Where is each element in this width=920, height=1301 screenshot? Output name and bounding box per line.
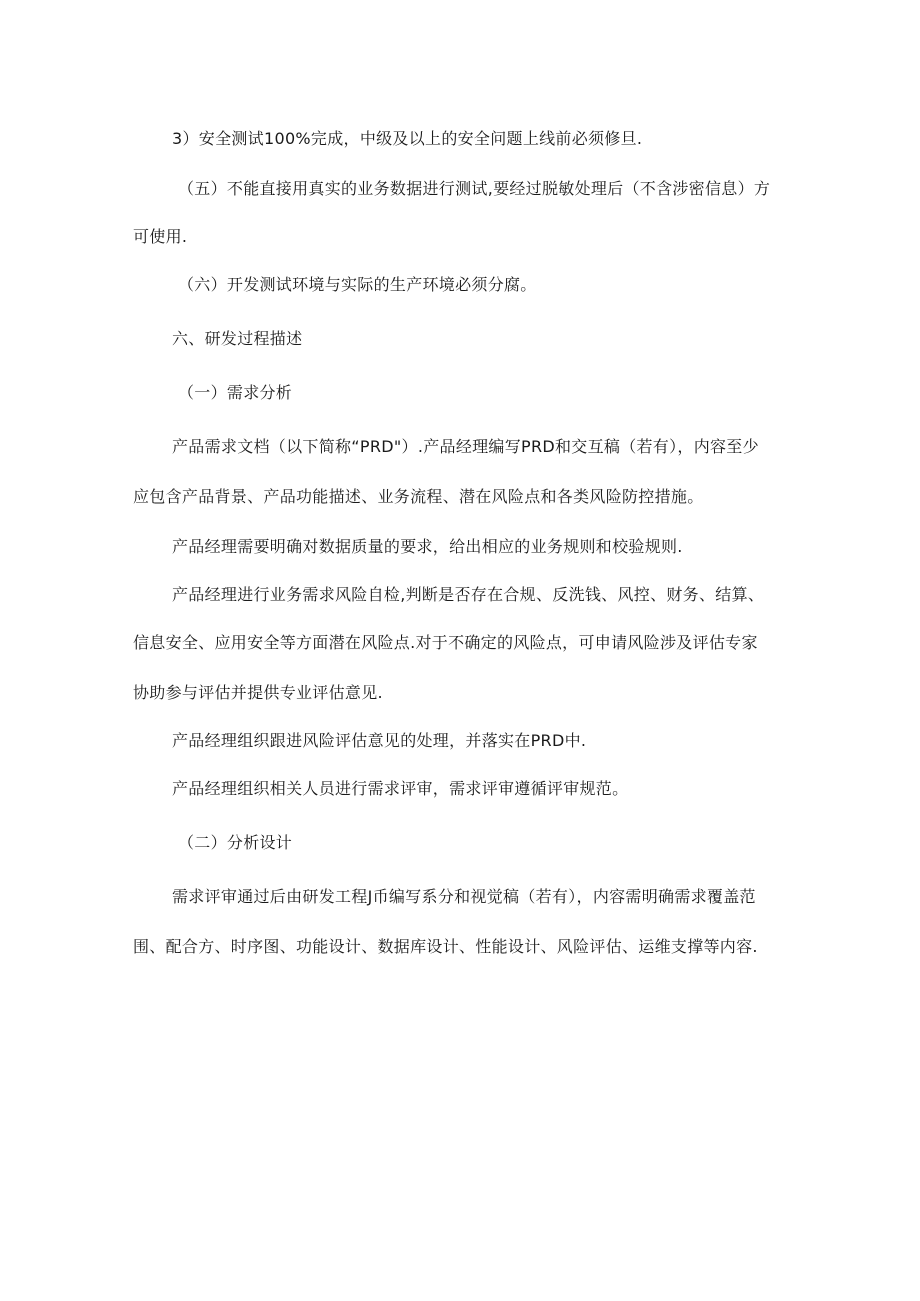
paragraph-risk-followup: 产品经理组织跟进风险评估意见的处理，并落实在PRD中. (172, 731, 587, 750)
paragraph-risk-check-cont1: 信息安全、应用安全等方面潜在风险点.对于不确定的风险点，可申请风险涉及评估专家 (133, 633, 758, 652)
security-test-item: 3）安全测试100%完成，中级及以上的安全问题上线前必须修旦. (172, 129, 643, 148)
paragraph-risk-check: 产品经理进行业务需求风险自检,判断是否存在合规、反洗钱、风控、财务、结算、 (172, 585, 765, 604)
paragraph-design: 需求评审通过后由研发工程J币编写系分和视觉稿（若有），内容需明确需求覆盖范 (172, 887, 756, 906)
subheading-design: （二）分析设计 (178, 833, 293, 852)
paragraph-review: 产品经理组织相关人员进行需求评审，需求评审遵循评审规范。 (172, 779, 629, 798)
subheading-requirements: （一）需求分析 (178, 383, 293, 402)
paragraph-data-quality: 产品经理需要明确对数据质量的要求，给出相应的业务规则和校验规则. (172, 537, 683, 556)
paragraph-design-cont: 围、配合方、时序图、功能设计、数据库设计、性能设计、风险评估、运维支撑等内容. (133, 937, 758, 956)
no-real-data-item: （五）不能直接用真实的业务数据进行测试,要经过脱敏处理后（不含涉密信息）方 (178, 179, 771, 198)
paragraph-prd: 产品需求文档（以下简称“PRD"）.产品经理编写PRD和交互稿（若有），内容至少 (172, 437, 759, 456)
section-heading-process: 六、研发过程描述 (172, 329, 303, 348)
paragraph-risk-check-cont2: 协助参与评估并提供专业评估意见. (133, 683, 383, 702)
no-real-data-item-cont: 可使用. (133, 227, 188, 246)
paragraph-prd-cont: 应包含产品背景、产品功能描述、业务流程、潜在风险点和各类风险防控措施。 (133, 487, 704, 506)
env-separation-item: （六）开发测试环境与实际的生产环境必须分腐。 (178, 275, 537, 294)
